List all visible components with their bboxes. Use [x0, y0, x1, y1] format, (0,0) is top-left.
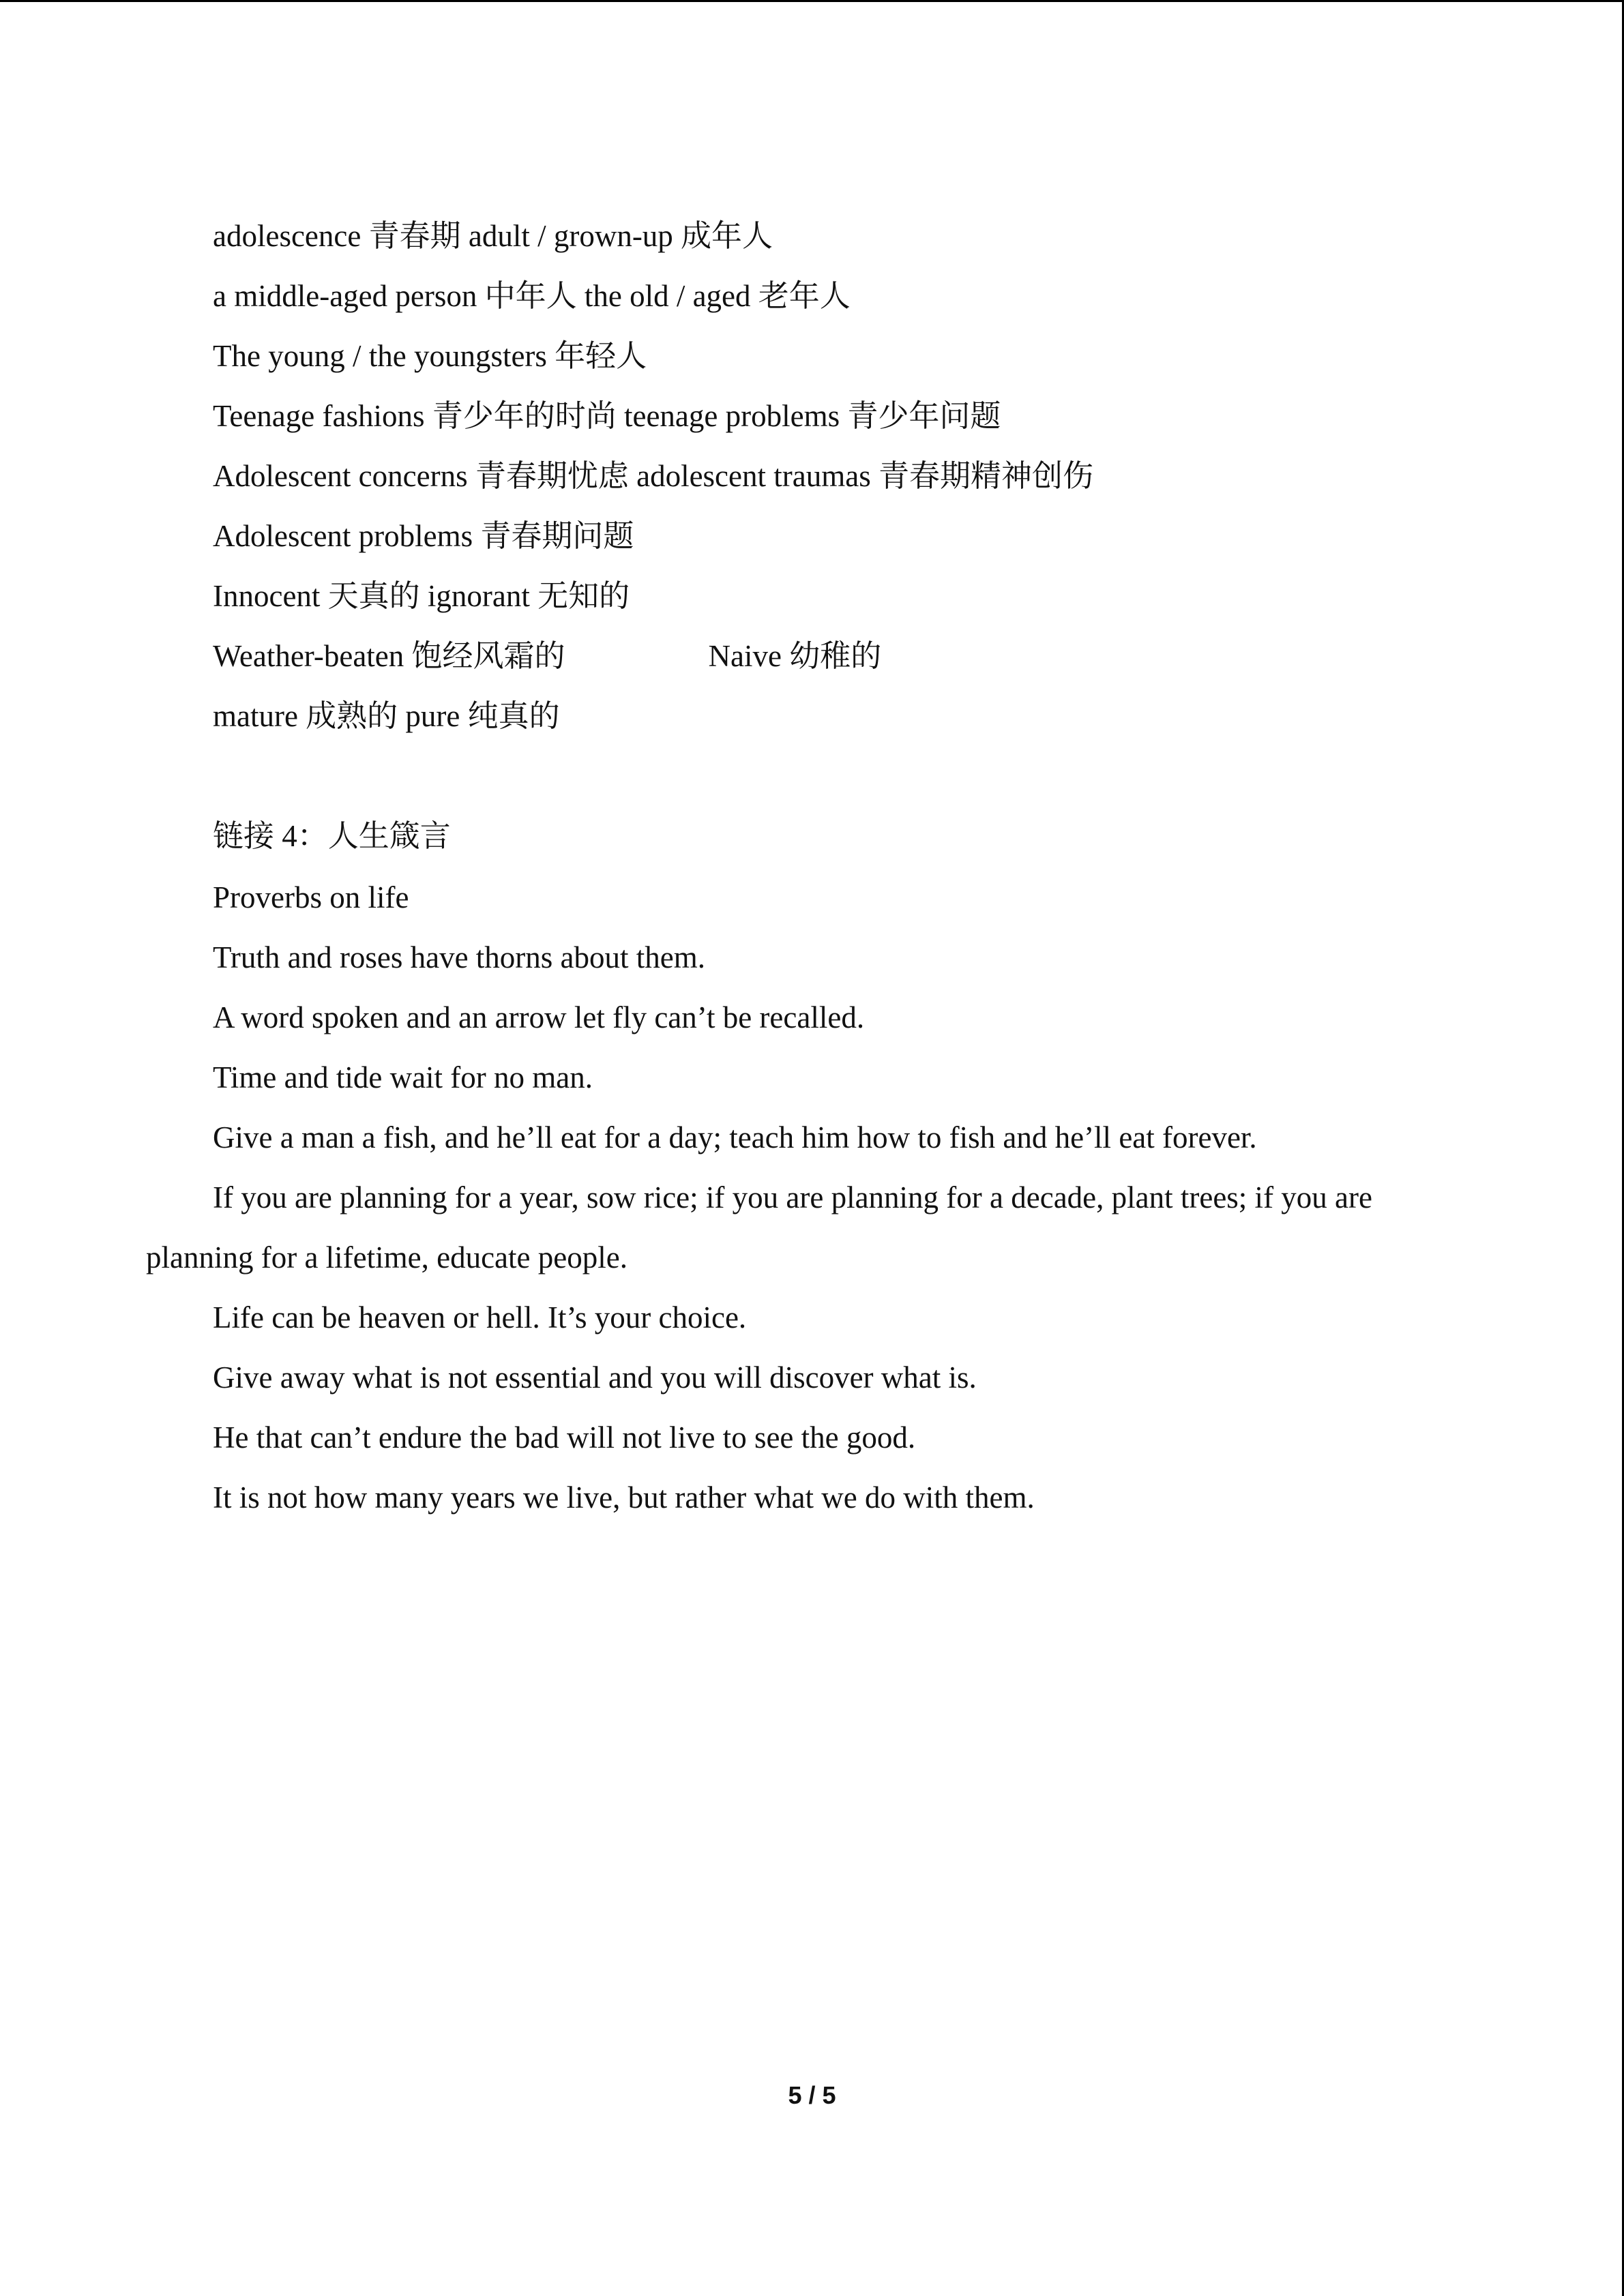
proverb-paragraph: If you are planning for a year, sow rice; if you are planning for a decade, plant trees; if you are planning for a lifetime, educate people.	[146, 1180, 1372, 1274]
proverb-line: Truth and roses have thorns about them.	[213, 940, 705, 974]
proverb-line: Life can be heaven or hell. It’s your choice.	[213, 1300, 747, 1335]
vocab-line: Teenage fashions 青少年的时尚 teenage problems 青少年问题	[213, 399, 1001, 433]
vocab-line: a middle-aged person 中年人 the old / aged 老年人	[213, 279, 851, 313]
vocab-line-pair	[213, 636, 881, 676]
vocab-line: Adolescent concerns 青春期忧虑 adolescent traumas 青春期精神创伤	[213, 459, 1093, 493]
proverb-line: He that can’t endure the bad will not live to see the good.	[213, 1420, 916, 1455]
vocab-line: Adolescent problems 青春期问题	[213, 519, 634, 553]
proverb-line: Time and tide wait for no man.	[213, 1060, 593, 1094]
proverb-line: It is not how many years we live, but rather what we do with them.	[213, 1480, 1035, 1515]
vocab-line: Innocent 天真的 ignorant 无知的	[213, 579, 630, 613]
vocab-pair-left: Weather-beaten 饱经风霜的	[213, 639, 565, 673]
proverb-line: Give away what is not essential and you will discover what is.	[213, 1360, 977, 1395]
section-subtitle: Proverbs on life	[213, 880, 409, 914]
vocab-line: mature 成熟的 pure 纯真的	[213, 699, 560, 733]
section-heading: 链接 4：人生箴言	[213, 819, 451, 853]
vocab-line: adolescence 青春期 adult / grown-up 成年人	[213, 219, 773, 253]
vocab-line: The young / the youngsters 年轻人	[213, 339, 647, 373]
proverb-line: Give a man a fish, and he’ll eat for a day; teach him how to fish and he’ll eat forever.	[213, 1120, 1257, 1154]
page-number: 5 / 5	[788, 2081, 836, 2109]
vocab-pair-right: Naive 幼稚的	[708, 639, 882, 673]
proverb-line: A word spoken and an arrow let fly can’t be recalled.	[213, 1000, 865, 1034]
